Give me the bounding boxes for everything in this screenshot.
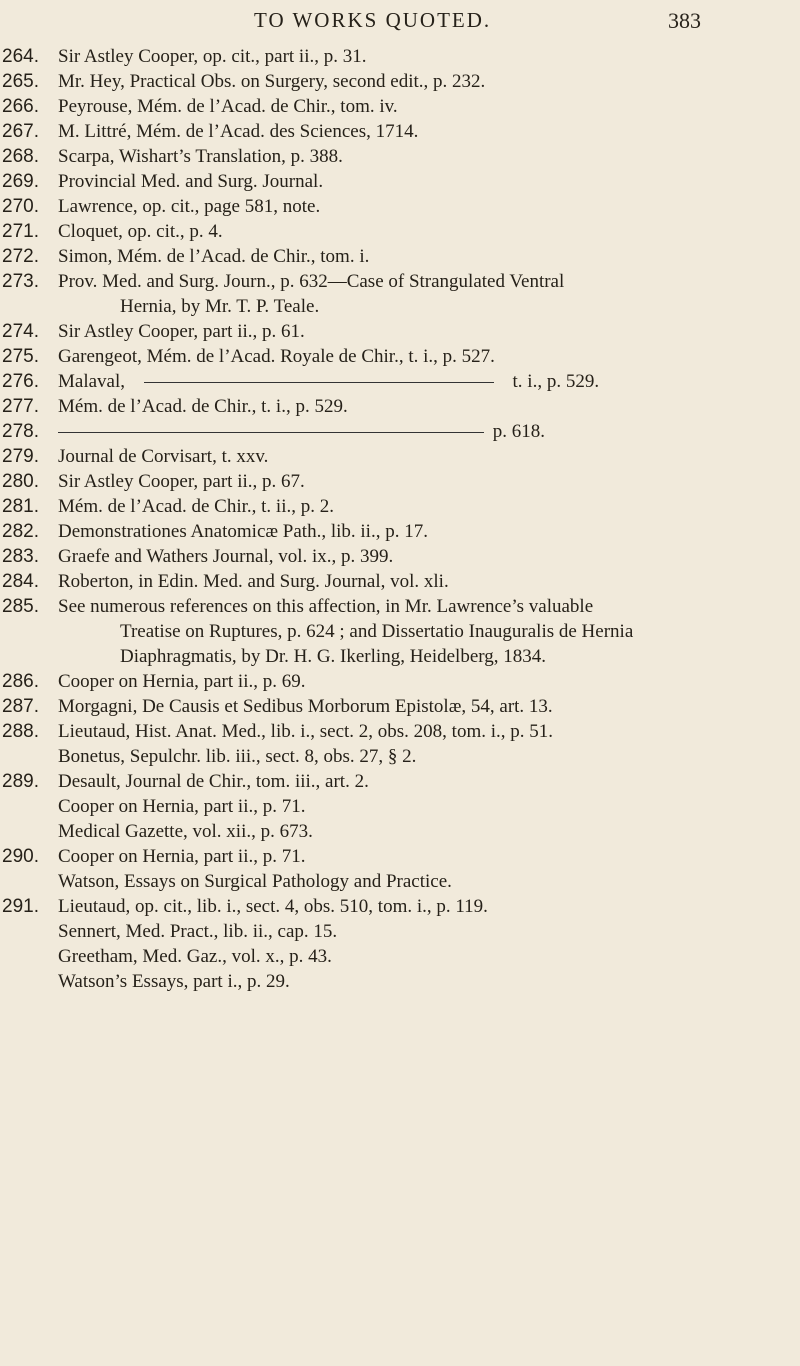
entry-number: 272. [2, 246, 39, 267]
entry-text: Simon, Mém. de l’Acad. de Chir., tom. i. [58, 246, 370, 267]
reference-entry [0, 669, 800, 694]
reference-entry [0, 894, 800, 994]
entry-text [58, 369, 790, 394]
reference-entry [0, 544, 800, 569]
entry-text: Lawrence, op. cit., page 581, note. [58, 196, 321, 217]
entry-number: 269. [2, 171, 39, 192]
entry-text: Roberton, in Edin. Med. and Surg. Journal, vol. xli. [58, 571, 449, 592]
page-number: 383 [668, 8, 701, 33]
entry-number: 288. [2, 721, 39, 742]
entry-text: Greetham, Med. Gaz., vol. x., p. 43. [58, 946, 332, 967]
reference-entry [0, 319, 800, 344]
entry-number: 284. [2, 571, 39, 592]
reference-entry [0, 494, 800, 519]
ditto-dash [144, 382, 494, 383]
entry-number: 287. [2, 696, 39, 717]
entry-number: 282. [2, 521, 39, 542]
entry-text: Cooper on Hernia, part ii., p. 71. [58, 796, 306, 817]
reference-entry [0, 769, 800, 844]
entry-text: Watson’s Essays, part i., p. 29. [58, 971, 290, 992]
entry-number: 273. [2, 271, 39, 292]
entry-text: Demonstrationes Anatomicæ Path., lib. ii., p. 17. [58, 521, 428, 542]
entry-number: 274. [2, 321, 39, 342]
entry-number: 279. [2, 446, 39, 467]
reference-entry [0, 219, 800, 244]
entry-citation: p. 618. [492, 421, 545, 442]
entry-text: Sir Astley Cooper, part ii., p. 61. [58, 321, 305, 342]
entry-author: Malaval, [58, 371, 126, 392]
entry-text: Sennert, Med. Pract., lib. ii., cap. 15. [58, 921, 338, 942]
reference-entry [0, 69, 800, 94]
reference-entry [0, 244, 800, 269]
reference-entry [0, 419, 800, 444]
entry-text: Morgagni, De Causis et Sedibus Morborum Epistolæ, 54, art. 13. [58, 696, 553, 717]
reference-list [0, 44, 800, 994]
entry-number: 281. [2, 496, 39, 517]
reference-entry [0, 119, 800, 144]
reference-entry [0, 144, 800, 169]
entry-number: 291. [2, 896, 39, 917]
entry-number: 285. [2, 596, 39, 617]
reference-entry [0, 269, 800, 319]
entry-number: 268. [2, 146, 39, 167]
entry-text: Mr. Hey, Practical Obs. on Surgery, second edit., p. 232. [58, 71, 486, 92]
reference-entry [0, 594, 800, 669]
entry-text [58, 419, 790, 444]
entry-number: 276. [2, 371, 39, 392]
reference-entry [0, 569, 800, 594]
entry-number: 271. [2, 221, 39, 242]
entry-text: Desault, Journal de Chir., tom. iii., art. 2. [58, 771, 369, 792]
entry-text: Cooper on Hernia, part ii., p. 71. [58, 846, 306, 867]
header-title: TO WORKS QUOTED. [254, 8, 492, 32]
entry-text: Peyrouse, Mém. de l’Acad. de Chir., tom. iv. [58, 96, 398, 117]
entry-text: Sir Astley Cooper, op. cit., part ii., p. 31. [58, 46, 367, 67]
entry-number: 270. [2, 196, 39, 217]
reference-entry [0, 469, 800, 494]
reference-entry [0, 94, 800, 119]
reference-entry [0, 519, 800, 544]
entry-text: Graefe and Wathers Journal, vol. ix., p. 399. [58, 546, 394, 567]
entry-number: 264. [2, 46, 39, 67]
entry-number: 275. [2, 346, 39, 367]
entry-number: 277. [2, 396, 39, 417]
reference-entry [0, 844, 800, 894]
entry-text-continued: Diaphragmatis, by Dr. H. G. Ikerling, Heidelberg, 1834. [120, 646, 547, 667]
entry-text: Lieutaud, op. cit., lib. i., sect. 4, obs. 510, tom. i., p. 119. [58, 896, 488, 917]
entry-text: Scarpa, Wishart’s Translation, p. 388. [58, 146, 343, 167]
entry-text: Cloquet, op. cit., p. 4. [58, 221, 223, 242]
entry-number: 266. [2, 96, 39, 117]
running-header [0, 6, 800, 36]
entry-text-continued: Hernia, by Mr. T. P. Teale. [120, 296, 320, 317]
reference-entry [0, 694, 800, 719]
entry-number: 290. [2, 846, 39, 867]
entry-text: Medical Gazette, vol. xii., p. 673. [58, 821, 313, 842]
entry-text: Journal de Corvisart, t. xxv. [58, 446, 269, 467]
entry-text: See numerous references on this affection, in Mr. Lawrence’s valuable [58, 596, 594, 617]
entry-text: Bonetus, Sepulchr. lib. iii., sect. 8, obs. 27, § 2. [58, 746, 417, 767]
reference-entry [0, 44, 800, 69]
entry-text-continued: Treatise on Ruptures, p. 624 ; and Dissertatio Inauguralis de Hernia [120, 621, 634, 642]
entry-text: Cooper on Hernia, part ii., p. 69. [58, 671, 306, 692]
entry-number: 283. [2, 546, 39, 567]
reference-entry [0, 344, 800, 369]
entry-text: Watson, Essays on Surgical Pathology and Practice. [58, 871, 452, 892]
entry-text: Prov. Med. and Surg. Journ., p. 632—Case of Strangulated Ventral [58, 271, 565, 292]
entry-number: 267. [2, 121, 39, 142]
entry-text: Provincial Med. and Surg. Journal. [58, 171, 324, 192]
entry-text: Garengeot, Mém. de l’Acad. Royale de Chir., t. i., p. 527. [58, 346, 495, 367]
entry-number: 286. [2, 671, 39, 692]
entry-text: Sir Astley Cooper, part ii., p. 67. [58, 471, 305, 492]
reference-entry [0, 719, 800, 769]
entry-number: 289. [2, 771, 39, 792]
reference-entry [0, 394, 800, 419]
entry-text: Mém. de l’Acad. de Chir., t. i., p. 529. [58, 396, 348, 417]
entry-number: 265. [2, 71, 39, 92]
entry-text: M. Littré, Mém. de l’Acad. des Sciences, 1714. [58, 121, 419, 142]
entry-text: Mém. de l’Acad. de Chir., t. ii., p. 2. [58, 496, 334, 517]
reference-entry [0, 169, 800, 194]
ditto-dash [58, 432, 484, 433]
entry-text: Lieutaud, Hist. Anat. Med., lib. i., sect. 2, obs. 208, tom. i., p. 51. [58, 721, 554, 742]
entry-number: 280. [2, 471, 39, 492]
reference-entry [0, 444, 800, 469]
entry-number: 278. [2, 421, 39, 442]
reference-entry [0, 194, 800, 219]
reference-entry [0, 369, 800, 394]
entry-citation: t. i., p. 529. [512, 371, 600, 392]
